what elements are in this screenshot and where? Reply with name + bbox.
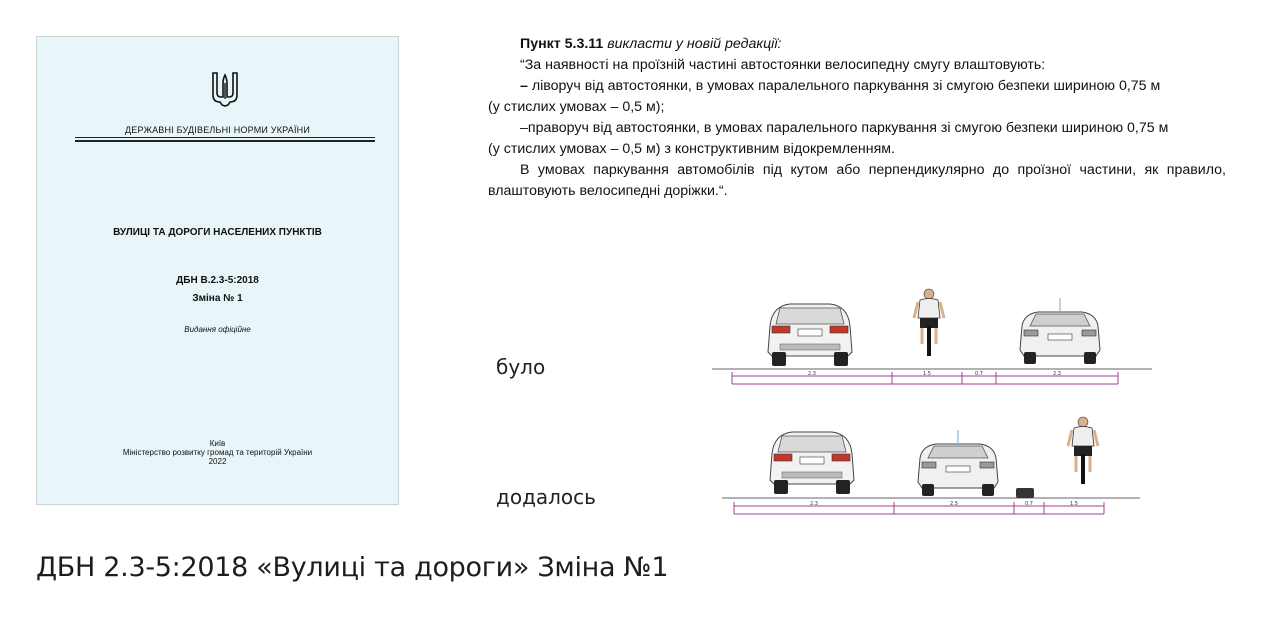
amendment-text xyxy=(488,34,1226,202)
dim-after-3: 0.7 xyxy=(1025,501,1033,507)
paragraph-line: –праворуч від автостоянки, в умовах паралельного паркування зі смугою безпеки шириною 0,75 м xyxy=(520,120,1169,136)
slide-title: ДБН 2.3-5:2018 «Вулиці та дороги» Зміна №1 xyxy=(36,552,669,583)
cover-city: Київ xyxy=(209,439,226,448)
document-cover xyxy=(36,36,399,505)
suv-before xyxy=(768,304,852,366)
paragraph-line: “За наявності на проїзній частині автостоянки велосипедну смугу влаштовують: xyxy=(520,57,1046,73)
paragraph-line: (у стислих умовах – 0,5 м) з конструктивним відокремленням. xyxy=(488,141,895,157)
separator-curb xyxy=(1016,488,1034,498)
trident-emblem-icon xyxy=(210,69,240,107)
cover-edition: Видання офіційне xyxy=(184,325,251,334)
dash: – xyxy=(520,78,528,94)
dim-before-1: 2.3 xyxy=(808,371,816,377)
dimension-bar-after xyxy=(734,502,1104,514)
cover-year: 2022 xyxy=(208,457,227,466)
cover-ministry: Міністерство розвитку громад та територій України xyxy=(122,448,313,457)
label-after: додалось xyxy=(496,485,596,509)
clause-heading xyxy=(488,34,1226,55)
suv-after xyxy=(770,432,854,494)
label-before: було xyxy=(496,355,546,379)
paragraph-text: ліворуч від автостоянки, в умовах паралельного паркування зі смугою безпеки шириною 0,75 м xyxy=(527,78,1161,94)
cyclist-before xyxy=(914,289,944,356)
cover-code: ДБН В.2.3-5:2018 xyxy=(176,275,259,286)
dim-before-4: 2.3 xyxy=(1053,371,1061,377)
paragraph-line xyxy=(488,76,1226,97)
cover-rule xyxy=(75,137,375,138)
cyclist-after xyxy=(1068,417,1098,484)
cover-rule xyxy=(75,140,375,142)
dim-after-4: 1.5 xyxy=(1070,501,1078,507)
cover-change: Зміна № 1 xyxy=(192,293,243,304)
paragraph-line: (у стислих умовах – 0,5 м); xyxy=(488,99,665,115)
sedan-after xyxy=(918,430,998,496)
cover-title: ВУЛИЦІ ТА ДОРОГИ НАСЕЛЕНИХ ПУНКТІВ xyxy=(113,227,322,238)
cover-org: ДЕРЖАВНІ БУДІВЕЛЬНІ НОРМИ УКРАЇНИ xyxy=(124,125,311,135)
dim-after-2: 2.5 xyxy=(950,501,958,507)
dim-before-3: 0.7 xyxy=(975,371,983,377)
clause-number: Пункт 5.3.11 xyxy=(520,36,604,52)
dim-after-1: 2.3 xyxy=(810,501,818,507)
dim-before-2: 1.5 xyxy=(923,371,931,377)
paragraph-line: В умовах паркування автомобілів під кутом або перпендикулярно до проїзної частини, як правило, влаштовують велосипедні доріжки.“. xyxy=(488,162,1226,199)
clause-note: викласти у новій редакції: xyxy=(607,36,782,52)
sedan-before xyxy=(1020,298,1100,364)
street-cross-sections xyxy=(700,280,1160,525)
